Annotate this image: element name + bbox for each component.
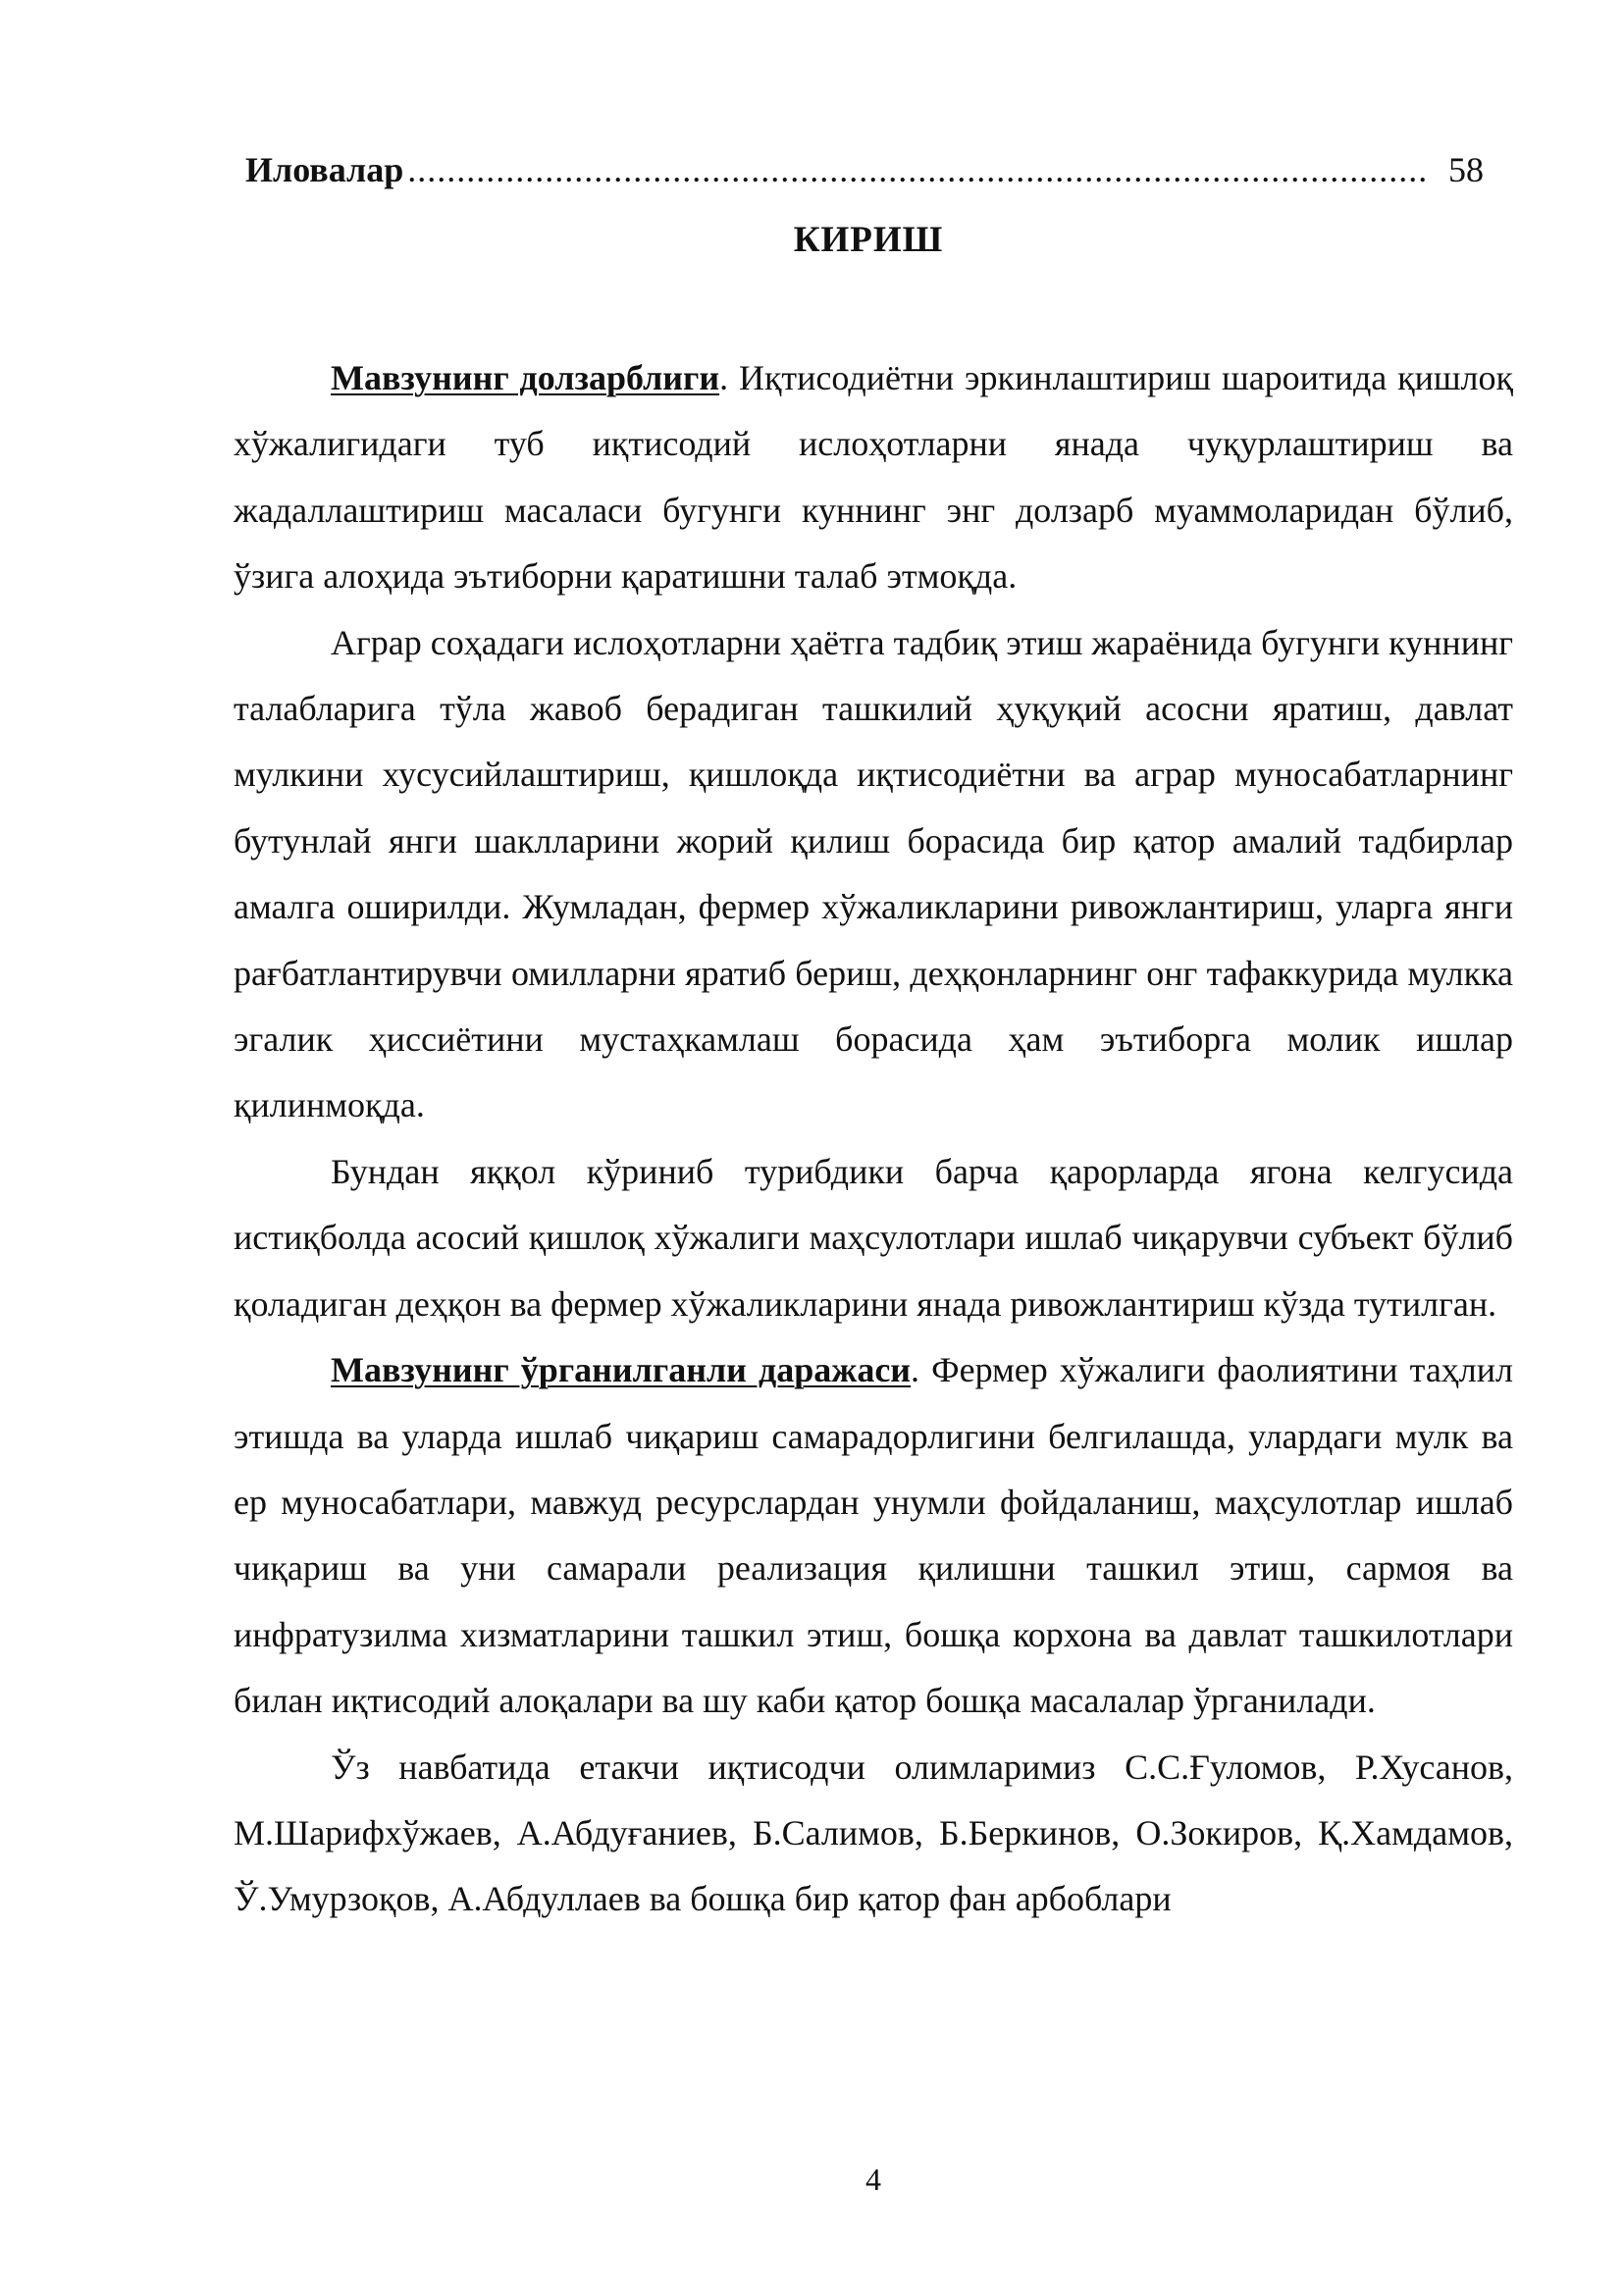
paragraph-degree-of-study <box>234 1337 1513 1734</box>
section-heading: КИРИШ <box>793 220 944 260</box>
paragraph-text: Аграр соҳадаги ислоҳотларни ҳаётга тадбиқ этиш жараёнида бугунги куннинг талабларига тўла жавоб берадиган ташкилий ҳуқуқий асосни яратиш, давлат мулкини хусусийлаштириш, қишлоқда иқтисодиётни ва аграр муносабатларнинг бутунлай янги шаклларини жорий қилиш борасида бир қатор амалий тадбирлар амалга оширилди. Жумладан, фермер хўжаликларини ривожлантириш, уларга янги рағбатлантирувчи омилларни яратиб бериш, деҳқонларнинг онг тафаккурида мулкка эгалик ҳиссиётини мустаҳкамлаш борасида ҳам эътиборга молик ишлар қилинмоқда. <box>234 622 1513 1125</box>
toc-entry-appendices <box>245 149 1484 190</box>
paragraph-scholars <box>234 1735 1513 1933</box>
paragraph-relevance <box>234 345 1513 610</box>
paragraph-text: Бундан яққол кўриниб турибдики барча қарорларда ягона келгусида истиқболда асосий қишлоқ хўжалиги маҳсулотлари ишлаб чиқарувчи субъект бўлиб қоладиган деҳқон ва фермер хўжаликларини янада ривожлантириш кўзда тутилган. <box>234 1151 1513 1324</box>
page-number: 4 <box>865 2162 881 2197</box>
document-body <box>234 345 1513 1933</box>
paragraph-text: . Фермер хўжалиги фаолиятини таҳлил этишда ва уларда ишлаб чиқариш самарадорлигини белгилашда, улардаги мулк ва ер муносабатлари, мавжуд ресурслардан унумли фойдаланиш, маҳсулотлар ишлаб чиқариш ва уни самарали реализация қилишни ташкил этиш, сармоя ва инфратузилма хизматларини ташкил этиш, бошқа корхона ва давлат ташкилотлари билан иқтисодий алоқалари ва шу каби қатор бошқа масалалар ўрганилади. <box>234 1350 1514 1721</box>
paragraph-text: Ўз навбатида етакчи иқтисодчи олимларимиз С.С.Ғуломов, Р.Хусанов, М.Шарифхўжаев, А.Абдуғаниев, Б.Салимов, Б.Беркинов, О.Зокиров, Қ.Хамдамов, Ў.Умурзоқов, А.Абдуллаев ва бошқа бир қатор фан арбоблари <box>234 1747 1513 1919</box>
paragraph-lead-relevance: Мавзунинг долзарблиги <box>331 358 720 397</box>
toc-label: Иловалар <box>245 150 404 189</box>
toc-leader-dots: ........................................................................................................ <box>407 150 1429 189</box>
paragraph-development <box>234 1139 1513 1337</box>
paragraph-agrarian-reforms <box>234 610 1513 1139</box>
paragraph-text: . Иқтисодиётни эркинлаштириш шароитида қишлоқ хўжалигидаги туб иқтисодий ислоҳотларни янада чуқурлаштириш ва жадаллаштириш масаласи бугунги куннинг энг долзарб муаммоларидан бўлиб, ўзига алоҳида эътиборни қаратишни талаб этмоқда. <box>234 358 1514 597</box>
toc-page-number: 58 <box>1448 150 1484 189</box>
paragraph-lead-degree-of-study: Мавзунинг ўрганилганли даражаси <box>331 1350 912 1390</box>
